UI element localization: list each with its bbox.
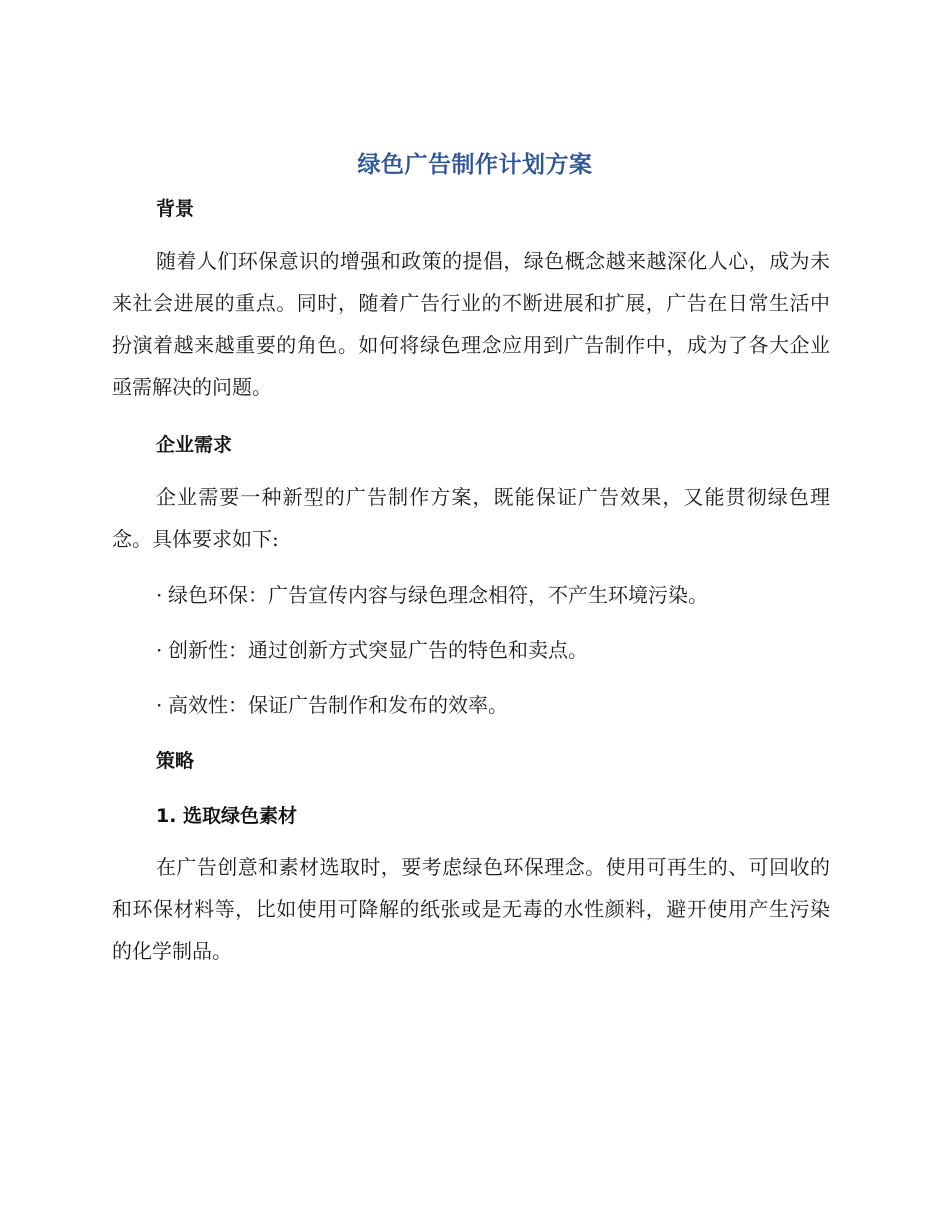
bullet-text: 高效性：保证广告制作和发布的效率。 [168, 693, 508, 717]
background-paragraph: 随着人们环保意识的增强和政策的提倡，绿色概念越来越深化人心，成为未来社会进展的重点。同时，随着广告行业的不断进展和扩展，广告在日常生活中扮演着越来越重要的角色。如何将绿色理念应用到广告制作中，成为了各大企业亟需解决的问题。 [112, 249, 830, 399]
section-subheading-green-materials: 1. 选取绿色素材 [156, 805, 298, 827]
bullet-text: 创新性：通过创新方式突显广告的特色和卖点。 [168, 638, 588, 662]
section-heading-background: 背景 [156, 198, 195, 220]
strategy-paragraph: 在广告创意和素材选取时，要考虑绿色环保理念。使用可再生的、可回收的和环保材料等，比如使用可降解的纸张或是无毒的水性颜料，避开使用产生污染的化学制品。 [112, 855, 830, 963]
section-heading-strategy: 策略 [156, 750, 195, 772]
list-item [156, 690, 508, 720]
list-item [156, 635, 588, 665]
section-heading-requirements: 企业需求 [156, 434, 233, 456]
bullet-dot: · [156, 693, 163, 717]
bullet-dot: · [156, 583, 163, 607]
bullet-text: 绿色环保：广告宣传内容与绿色理念相符，不产生环境污染。 [168, 583, 708, 607]
requirements-paragraph: 企业需要一种新型的广告制作方案，既能保证广告效果，又能贯彻绿色理念。具体要求如下: [112, 485, 830, 551]
list-item [156, 580, 708, 610]
document-title: 绿色广告制作计划方案 [357, 152, 593, 178]
bullet-dot: · [156, 638, 163, 662]
